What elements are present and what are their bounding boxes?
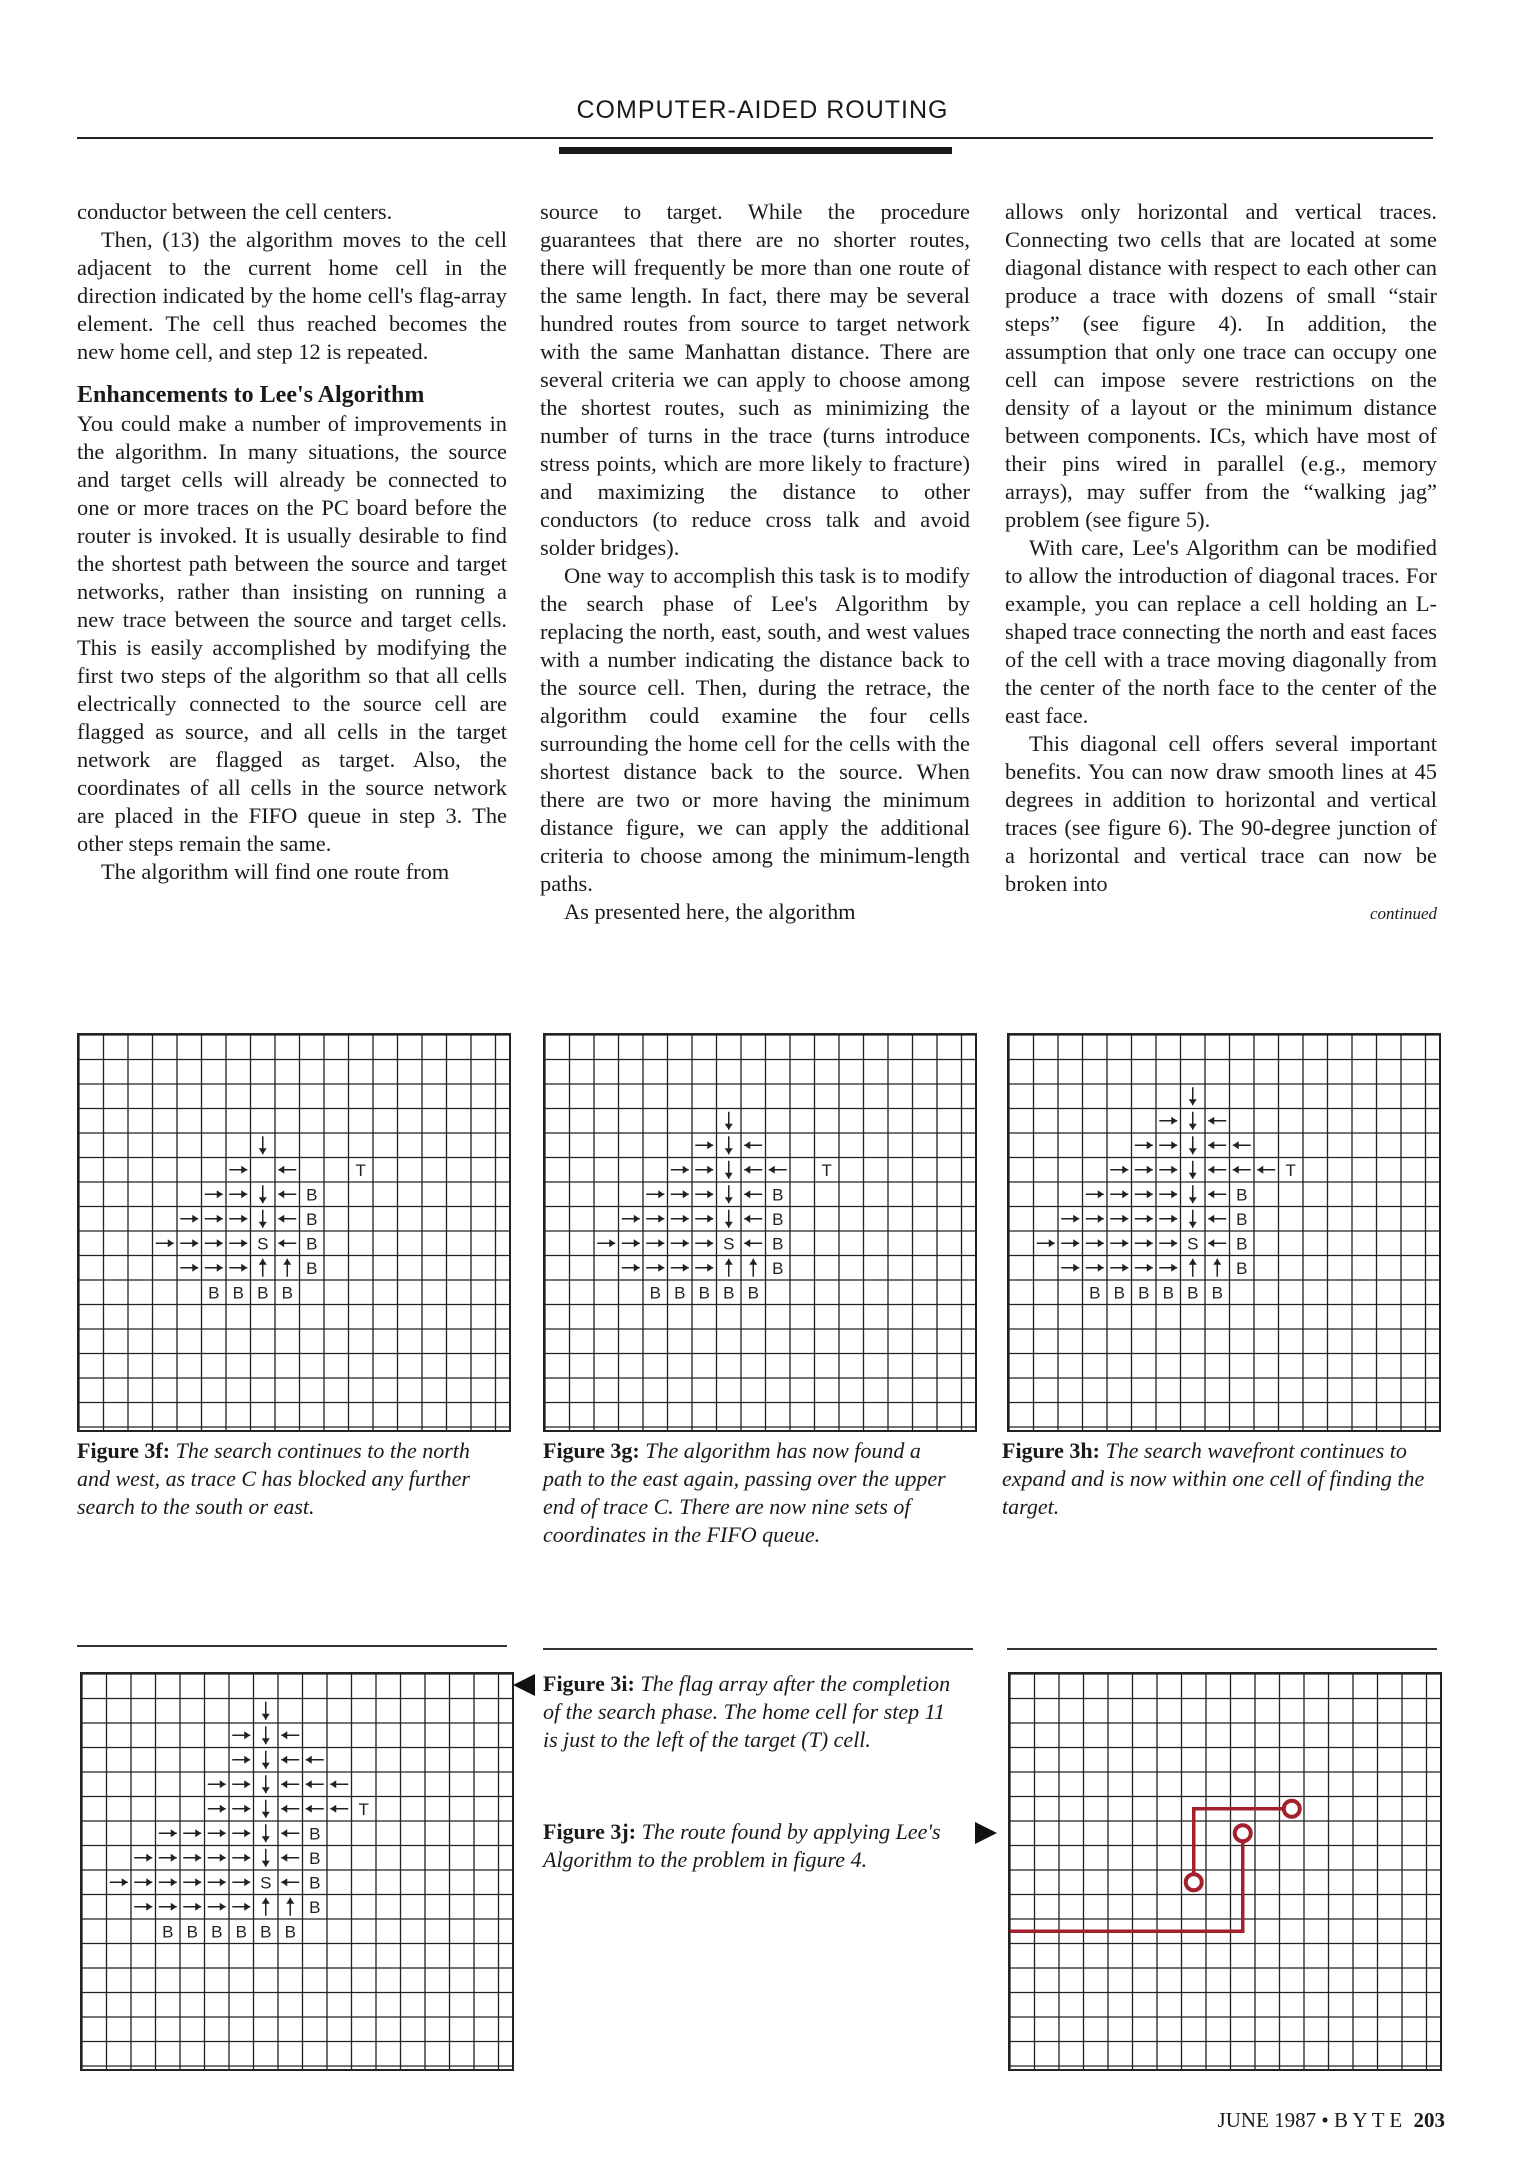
flag-arrow bbox=[262, 1751, 270, 1769]
flag-arrow bbox=[1159, 1117, 1177, 1125]
caption-text: The search wavefront continues to expand and is now within one cell of finding the target. bbox=[1002, 1438, 1425, 1519]
flag-arrow bbox=[1061, 1264, 1079, 1272]
figure-3g-grid bbox=[543, 1033, 977, 1432]
flag-arrow bbox=[232, 1854, 250, 1862]
flag-arrow bbox=[262, 1824, 270, 1842]
figure-3h-grid bbox=[1007, 1033, 1441, 1432]
flag-arrow bbox=[1135, 1190, 1153, 1198]
flag-arrow bbox=[229, 1166, 247, 1174]
flag-arrow bbox=[1086, 1215, 1104, 1223]
flag-arrow bbox=[183, 1878, 201, 1886]
flag-arrow bbox=[1110, 1166, 1128, 1174]
paragraph: Then, (13) the algorithm moves to the cell adjacent to the current home cell in the direction indicated by the home cell's flag-array element. The cell thus reached becomes the new home cell, and step 12 is repeated. bbox=[77, 227, 507, 364]
flag-arrow bbox=[1061, 1239, 1079, 1247]
figure-3i-caption bbox=[543, 1670, 963, 1754]
cell-label: B bbox=[260, 1922, 272, 1942]
cell-label: B bbox=[1089, 1283, 1101, 1303]
cell-label: B bbox=[1113, 1283, 1125, 1303]
flag-arrow bbox=[281, 1805, 299, 1813]
flag-arrow bbox=[744, 1215, 762, 1223]
cell-label: B bbox=[1138, 1283, 1150, 1303]
figure-label: Figure 3f: bbox=[77, 1438, 171, 1463]
flag-arrow bbox=[1135, 1239, 1153, 1247]
cell-label: B bbox=[232, 1283, 244, 1303]
flag-arrow bbox=[159, 1878, 177, 1886]
cell-label: S bbox=[1187, 1234, 1199, 1254]
flag-arrow bbox=[278, 1166, 296, 1174]
cell-label: B bbox=[747, 1283, 759, 1303]
flag-arrow bbox=[1159, 1190, 1177, 1198]
pointer-left-icon bbox=[513, 1674, 535, 1696]
flag-arrow bbox=[283, 1259, 291, 1277]
flag-arrow bbox=[229, 1239, 247, 1247]
pointer-right-icon bbox=[975, 1822, 997, 1844]
flag-arrow bbox=[229, 1190, 247, 1198]
flag-arrow bbox=[671, 1264, 689, 1272]
flag-arrow bbox=[1086, 1239, 1104, 1247]
flag-arrow bbox=[232, 1756, 250, 1764]
flag-arrow bbox=[1159, 1141, 1177, 1149]
separator-rule bbox=[543, 1648, 973, 1650]
flag-arrow bbox=[1159, 1239, 1177, 1247]
cell-label: B bbox=[306, 1209, 318, 1229]
flag-arrow bbox=[1208, 1190, 1226, 1198]
flag-arrow bbox=[725, 1112, 733, 1130]
cell-label: B bbox=[309, 1824, 321, 1844]
flag-arrow bbox=[259, 1259, 267, 1277]
flag-arrow bbox=[671, 1215, 689, 1223]
figure-label: Figure 3j: bbox=[543, 1819, 637, 1844]
running-head: COMPUTER-AIDED ROUTING bbox=[576, 96, 949, 124]
flag-arrow bbox=[744, 1190, 762, 1198]
paragraph: One way to accomplish this task is to modify the search phase of Lee's Algorithm by replacing the north, east, south, and west values with a number indicating the distance back to the source cell. Then, during the retrace, the algorithm could examine the four cells surrounding the home cell for the cells with the shortest distance back to the source. When there are two or more having the minimum distance figure, we can apply the additional criteria to choose among the minimum-length paths. bbox=[540, 563, 970, 896]
page-number: 203 bbox=[1413, 2108, 1445, 2132]
flag-arrow bbox=[1159, 1264, 1177, 1272]
paragraph: With care, Lee's Algorithm can be modified to allow the introduction of diagonal traces. For example, you can replace a cell holding an L-shaped trace connecting the north and east faces of the cell with a trace moving diagonally from the center of the north face to the center of the east face. bbox=[1005, 535, 1437, 728]
flag-arrow bbox=[695, 1264, 713, 1272]
cell-label: B bbox=[1211, 1283, 1223, 1303]
flag-arrow bbox=[695, 1239, 713, 1247]
source-pad-icon bbox=[1186, 1874, 1202, 1890]
cell-label: B bbox=[306, 1185, 318, 1205]
figure-3j-caption bbox=[543, 1818, 963, 1874]
flag-arrow bbox=[622, 1239, 640, 1247]
cell-label: B bbox=[306, 1258, 318, 1278]
flag-arrow bbox=[597, 1239, 615, 1247]
flag-arrow bbox=[205, 1190, 223, 1198]
cell-label: B bbox=[1236, 1258, 1248, 1278]
flag-arrow bbox=[1135, 1166, 1153, 1174]
flag-arrow bbox=[208, 1805, 226, 1813]
separator-rule bbox=[77, 1645, 507, 1647]
cell-label: B bbox=[649, 1283, 661, 1303]
flag-arrow bbox=[646, 1215, 664, 1223]
cell-label: B bbox=[284, 1922, 296, 1942]
page-footer bbox=[1160, 2108, 1445, 2133]
flag-arrow bbox=[1189, 1161, 1197, 1179]
cell-label: S bbox=[257, 1234, 269, 1254]
paragraph: conductor between the cell centers. bbox=[77, 199, 393, 224]
flag-arrow bbox=[205, 1239, 223, 1247]
flag-arrow bbox=[1135, 1215, 1153, 1223]
flag-arrow bbox=[1086, 1264, 1104, 1272]
cell-label: B bbox=[235, 1922, 247, 1942]
flag-arrow bbox=[1110, 1264, 1128, 1272]
flag-arrow bbox=[769, 1166, 787, 1174]
paragraph: source to target. While the procedure guarantees that there are no shorter routes, there will frequently be more than one route of the same length. In fact, there may be several hundred routes from source to target network with the same Manhattan distance. There are several criteria we can apply to choose among the shortest routes, such as minimizing the number of turns in the trace (turns introduce stress points, which are more likely to fracture) and maximizing the distance to other conductors (to reduce cross talk and avoid solder bridges). bbox=[540, 199, 970, 560]
flag-arrow bbox=[262, 1775, 270, 1793]
flag-arrow bbox=[232, 1805, 250, 1813]
flag-arrow bbox=[180, 1264, 198, 1272]
cell-label: B bbox=[1187, 1283, 1199, 1303]
flag-arrow bbox=[1189, 1185, 1197, 1203]
flag-arrow bbox=[306, 1805, 324, 1813]
flag-arrow bbox=[183, 1903, 201, 1911]
flag-arrow bbox=[306, 1780, 324, 1788]
cell-label: T bbox=[358, 1799, 369, 1819]
cell-label: B bbox=[186, 1922, 198, 1942]
flag-arrow bbox=[1208, 1117, 1226, 1125]
via-pad-icon bbox=[1235, 1825, 1251, 1841]
cell-label: B bbox=[162, 1922, 174, 1942]
flag-arrow bbox=[281, 1731, 299, 1739]
flag-arrow bbox=[1189, 1087, 1197, 1105]
text-column-3 bbox=[1005, 198, 1437, 928]
separator-rule bbox=[1007, 1648, 1437, 1650]
cell-label: S bbox=[723, 1234, 735, 1254]
paragraph: You could make a number of improvements in the algorithm. In many situations, the source and target cells will already be connected to one or more traces on the PC board before the router is invoked. It is usually desirable to find the shortest path between the source and target networks, rather than insisting on running a new trace between the source and target cells. This is easily accomplished by modifying the first two steps of the algorithm so that all cells electrically connected to the source cell are flagged as source, and all cells in the target network are flagged as target. Also, the coordinates of all cells in the source network are placed in the FIFO queue in step 3. The other steps remain the same. bbox=[77, 411, 507, 856]
flag-arrow bbox=[646, 1190, 664, 1198]
flag-arrow bbox=[744, 1239, 762, 1247]
flag-arrow bbox=[744, 1166, 762, 1174]
cell-label: B bbox=[772, 1209, 784, 1229]
text-column-1 bbox=[77, 198, 507, 886]
flag-arrow bbox=[180, 1239, 198, 1247]
flag-arrow bbox=[1189, 1136, 1197, 1154]
paragraph: This diagonal cell offers several important benefits. You can now draw smooth lines at 45 degrees in addition to horizontal and vertical traces (see figure 6). The 90-degree junction of a horizontal and vertical trace can now be broken into bbox=[1005, 731, 1437, 896]
flag-arrow bbox=[183, 1854, 201, 1862]
grid-svg bbox=[82, 1674, 512, 2069]
paragraph: As presented here, the algorithm bbox=[564, 899, 856, 924]
cell-label: B bbox=[309, 1873, 321, 1893]
flag-arrow bbox=[278, 1239, 296, 1247]
cell-label: B bbox=[772, 1185, 784, 1205]
flag-arrow bbox=[695, 1141, 713, 1149]
figure-3h-caption bbox=[1002, 1437, 1437, 1521]
flag-arrow bbox=[262, 1849, 270, 1867]
grid-svg bbox=[1010, 1674, 1440, 2069]
flag-arrow bbox=[1208, 1239, 1226, 1247]
flag-arrow bbox=[1135, 1264, 1153, 1272]
flag-arrow bbox=[1159, 1215, 1177, 1223]
flag-arrow bbox=[232, 1878, 250, 1886]
header-rule-bold bbox=[559, 147, 952, 154]
flag-arrow bbox=[156, 1239, 174, 1247]
flag-arrow bbox=[1037, 1239, 1055, 1247]
route-segment bbox=[1010, 1842, 1243, 1931]
flag-arrow bbox=[208, 1903, 226, 1911]
issue-line: JUNE 1987 • B Y T E bbox=[1217, 2108, 1403, 2132]
flag-arrow bbox=[671, 1190, 689, 1198]
cell-label: B bbox=[1162, 1283, 1174, 1303]
flag-arrow bbox=[232, 1903, 250, 1911]
cell-label: T bbox=[1285, 1160, 1296, 1180]
flag-arrow bbox=[306, 1756, 324, 1764]
flag-arrow bbox=[232, 1780, 250, 1788]
flag-arrow bbox=[1189, 1259, 1197, 1277]
flag-arrow bbox=[622, 1215, 640, 1223]
figure-3f-caption bbox=[77, 1437, 497, 1521]
cell-label: S bbox=[260, 1873, 272, 1893]
figure-label: Figure 3i: bbox=[543, 1671, 635, 1696]
flag-arrow bbox=[725, 1259, 733, 1277]
flag-arrow bbox=[259, 1185, 267, 1203]
caption-text: The flag array after the completion of the search phase. The home cell for step 11 is just to the left of the target (T) cell. bbox=[543, 1671, 951, 1752]
flag-arrow bbox=[134, 1878, 152, 1886]
flag-arrow bbox=[281, 1829, 299, 1837]
cell-label: B bbox=[772, 1258, 784, 1278]
figure-3i-grid bbox=[80, 1672, 514, 2071]
flag-arrow bbox=[725, 1210, 733, 1228]
flag-arrow bbox=[110, 1878, 128, 1886]
flag-arrow bbox=[1135, 1141, 1153, 1149]
flag-arrow bbox=[281, 1878, 299, 1886]
flag-arrow bbox=[205, 1215, 223, 1223]
flag-arrow bbox=[159, 1854, 177, 1862]
flag-arrow bbox=[159, 1829, 177, 1837]
caption-text: The route found by applying Lee's Algorithm to the problem in figure 4. bbox=[543, 1819, 941, 1872]
flag-arrow bbox=[330, 1780, 348, 1788]
flag-arrow bbox=[330, 1805, 348, 1813]
flag-arrow bbox=[286, 1898, 294, 1916]
flag-arrow bbox=[744, 1141, 762, 1149]
flag-arrow bbox=[232, 1829, 250, 1837]
flag-arrow bbox=[281, 1780, 299, 1788]
flag-arrow bbox=[671, 1239, 689, 1247]
cell-label: B bbox=[1236, 1185, 1248, 1205]
flag-arrow bbox=[232, 1731, 250, 1739]
flag-arrow bbox=[159, 1903, 177, 1911]
cell-label: T bbox=[355, 1160, 366, 1180]
flag-arrow bbox=[259, 1136, 267, 1154]
caption-text: The search continues to the north and west, as trace C has blocked any further search to the south or east. bbox=[77, 1438, 470, 1519]
flag-arrow bbox=[1208, 1215, 1226, 1223]
flag-arrow bbox=[749, 1259, 757, 1277]
header-rule bbox=[77, 137, 1433, 139]
flag-arrow bbox=[1061, 1215, 1079, 1223]
cell-label: B bbox=[723, 1283, 735, 1303]
figure-3g-caption bbox=[543, 1437, 963, 1549]
flag-arrow bbox=[1213, 1259, 1221, 1277]
cell-label: B bbox=[208, 1283, 220, 1303]
flag-arrow bbox=[1110, 1239, 1128, 1247]
cell-label: B bbox=[674, 1283, 686, 1303]
flag-arrow bbox=[725, 1136, 733, 1154]
flag-arrow bbox=[1110, 1215, 1128, 1223]
flag-arrow bbox=[1189, 1112, 1197, 1130]
flag-arrow bbox=[259, 1210, 267, 1228]
flag-arrow bbox=[671, 1166, 689, 1174]
target-pad-icon bbox=[1284, 1801, 1300, 1817]
flag-arrow bbox=[695, 1190, 713, 1198]
flag-arrow bbox=[229, 1264, 247, 1272]
flag-arrow bbox=[134, 1854, 152, 1862]
flag-arrow bbox=[208, 1780, 226, 1788]
section-heading: Enhancements to Lee's Algorithm bbox=[77, 382, 425, 408]
flag-arrow bbox=[205, 1264, 223, 1272]
paragraph: The algorithm will find one route from bbox=[101, 859, 450, 884]
flag-arrow bbox=[278, 1190, 296, 1198]
flag-arrow bbox=[262, 1726, 270, 1744]
flag-arrow bbox=[180, 1215, 198, 1223]
grid-svg bbox=[79, 1035, 509, 1430]
cell-label: B bbox=[257, 1283, 269, 1303]
continued-note: continued bbox=[1369, 904, 1437, 923]
cell-label: B bbox=[698, 1283, 710, 1303]
flag-arrow bbox=[1189, 1210, 1197, 1228]
cell-label: B bbox=[309, 1897, 321, 1917]
text-column-2 bbox=[540, 198, 970, 926]
flag-arrow bbox=[278, 1215, 296, 1223]
cell-label: T bbox=[821, 1160, 832, 1180]
grid-svg bbox=[1009, 1035, 1439, 1430]
flag-arrow bbox=[622, 1264, 640, 1272]
flag-arrow bbox=[262, 1898, 270, 1916]
figure-label: Figure 3h: bbox=[1002, 1438, 1100, 1463]
flag-arrow bbox=[1233, 1166, 1251, 1174]
flag-arrow bbox=[646, 1239, 664, 1247]
cell-label: B bbox=[1236, 1234, 1248, 1254]
cell-label: B bbox=[211, 1922, 223, 1942]
flag-arrow bbox=[725, 1185, 733, 1203]
cell-label: B bbox=[309, 1848, 321, 1868]
flag-arrow bbox=[1086, 1190, 1104, 1198]
flag-arrow bbox=[695, 1215, 713, 1223]
flag-arrow bbox=[1159, 1166, 1177, 1174]
flag-arrow bbox=[725, 1161, 733, 1179]
flag-arrow bbox=[646, 1264, 664, 1272]
grid-svg bbox=[545, 1035, 975, 1430]
flag-arrow bbox=[281, 1756, 299, 1764]
cell-label: B bbox=[306, 1234, 318, 1254]
flag-arrow bbox=[1110, 1190, 1128, 1198]
caption-text: The algorithm has now found a path to the east again, passing over the upper end of trace C. There are now nine sets of coordinates in the FIFO queue. bbox=[543, 1438, 946, 1547]
cell-label: B bbox=[772, 1234, 784, 1254]
flag-arrow bbox=[1208, 1141, 1226, 1149]
figure-label: Figure 3g: bbox=[543, 1438, 640, 1463]
flag-arrow bbox=[262, 1702, 270, 1720]
flag-arrow bbox=[134, 1903, 152, 1911]
flag-arrow bbox=[1208, 1166, 1226, 1174]
flag-arrow bbox=[695, 1166, 713, 1174]
figure-3f-grid bbox=[77, 1033, 511, 1432]
flag-arrow bbox=[208, 1878, 226, 1886]
flag-arrow bbox=[1257, 1166, 1275, 1174]
flag-arrow bbox=[229, 1215, 247, 1223]
cell-label: B bbox=[281, 1283, 293, 1303]
flag-arrow bbox=[208, 1854, 226, 1862]
flag-arrow bbox=[281, 1854, 299, 1862]
flag-arrow bbox=[208, 1829, 226, 1837]
flag-arrow bbox=[1233, 1141, 1251, 1149]
flag-arrow bbox=[183, 1829, 201, 1837]
flag-arrow bbox=[262, 1800, 270, 1818]
paragraph: allows only horizontal and vertical traces. Connecting two cells that are located at some diagonal distance with respect to each other can produce a trace with dozens of small “stair steps” (see figure 4). In addition, the assumption that only one trace can occupy one cell can impose severe restrictions on the density of a layout or the minimum distance between components. ICs, which have most of their pins wired in parallel (e.g., memory arrays), may suffer from the “walking jag” problem (see figure 5). bbox=[1005, 199, 1437, 532]
figure-3j-grid bbox=[1008, 1672, 1442, 2071]
cell-label: B bbox=[1236, 1209, 1248, 1229]
